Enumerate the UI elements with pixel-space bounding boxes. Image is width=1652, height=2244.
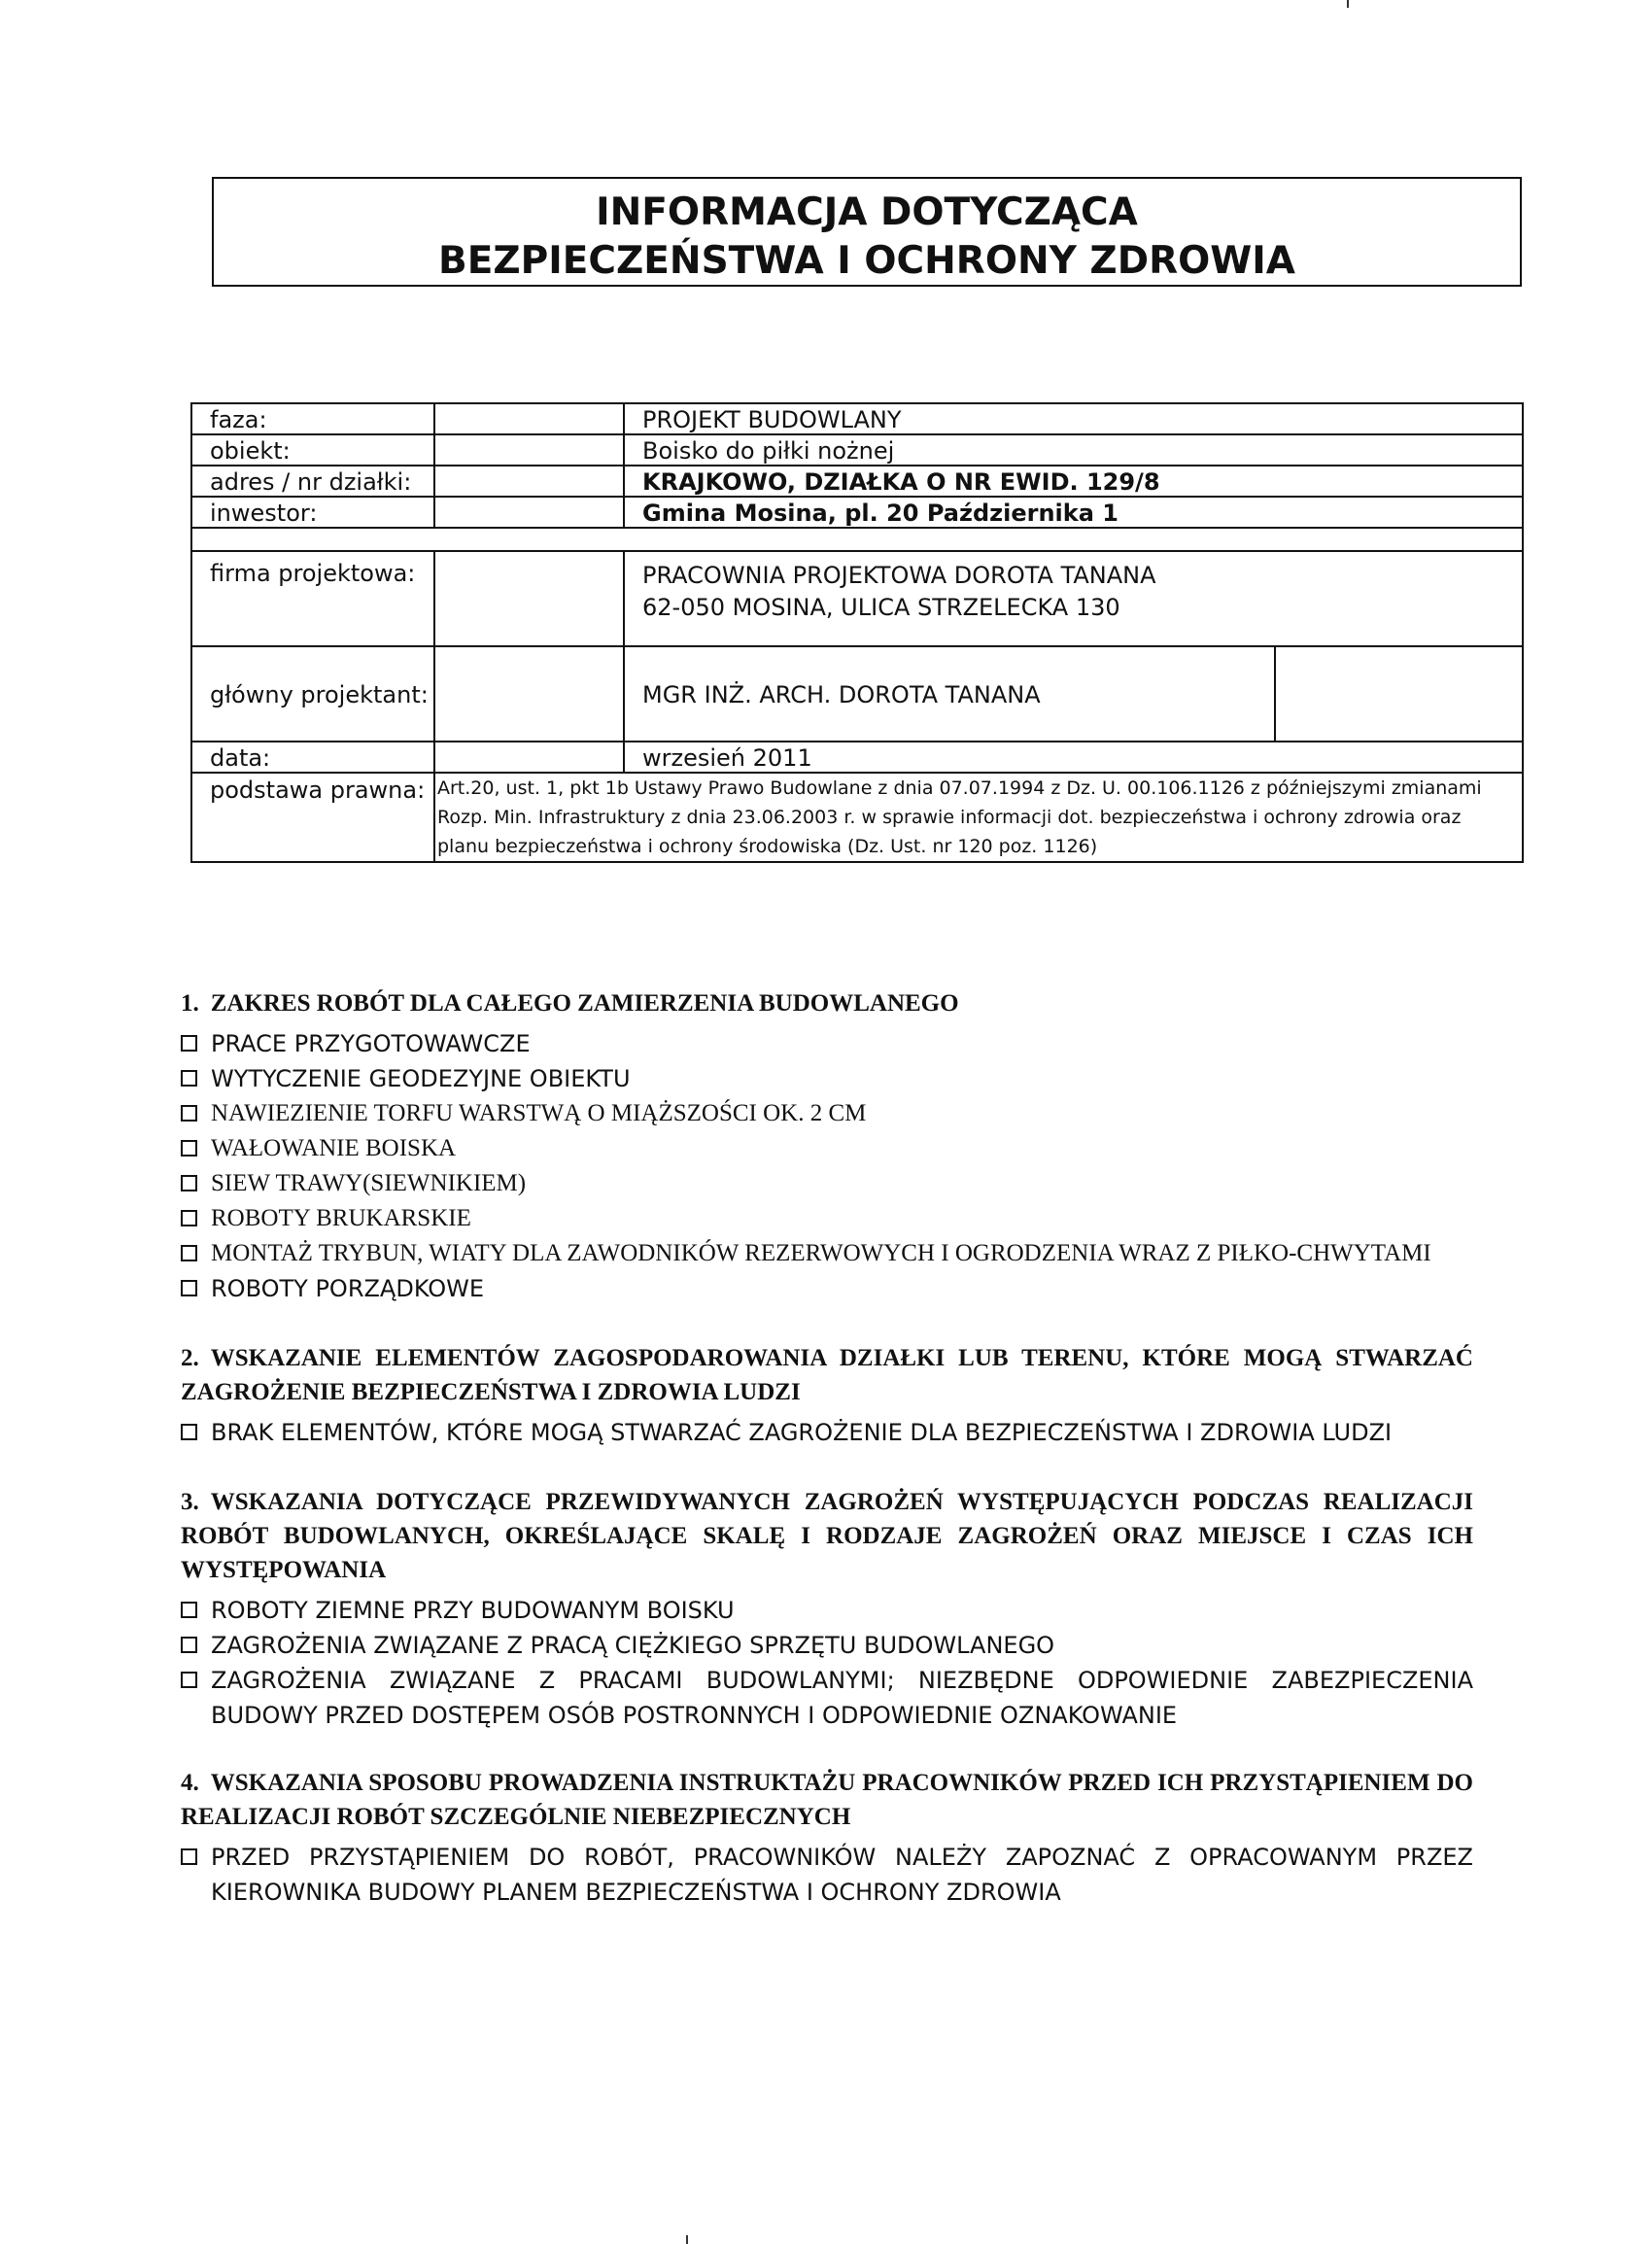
checkbox-icon <box>181 1602 197 1618</box>
list-item: ZAGROŻENIA ZWIĄZANE Z PRACĄ CIĘŻKIEGO SPRZĘTU BUDOWLANEGO <box>181 1628 1473 1663</box>
checkbox-icon <box>181 1070 197 1087</box>
firma-line-1: PRACOWNIA PROJEKTOWA DOROTA TANANA <box>642 562 1156 589</box>
project-info-table <box>190 402 1524 863</box>
value-obiekt: Boisko do piłki nożnej <box>642 437 895 465</box>
section-4-heading <box>181 1766 1473 1834</box>
value-podstawa <box>435 774 1522 861</box>
section-4-list <box>181 1840 1473 1910</box>
checkbox-icon <box>181 1140 197 1157</box>
list-item: SIEW TRAWY(SIEWNIKIEM) <box>181 1166 1473 1201</box>
list-item: NAWIEZIENIE TORFU WARSTWĄ O MIĄŻSZOŚCI OK. 2 CM <box>181 1096 1473 1131</box>
section-1-list <box>181 1026 1473 1306</box>
value-inwestor: Gmina Mosina, pl. 20 Października 1 <box>642 500 1119 527</box>
section-2 <box>181 1341 1473 1450</box>
section-2-list <box>181 1415 1473 1450</box>
row-spacer <box>192 529 1522 552</box>
section-number: 3. <box>181 1489 199 1515</box>
podstawa-line-1: Art.20, ust. 1, pkt 1b Ustawy Prawo Budowlane z dnia 07.07.1994 z Dz. U. 00.106.1126 z późniejszymi zmianami <box>437 777 1482 799</box>
title-line-2: BEZPIECZEŃSTWA I OCHRONY ZDROWIA <box>438 239 1295 283</box>
empty-cell <box>435 647 625 741</box>
checkbox-icon <box>181 1175 197 1191</box>
section-title: WSKAZANIA DOTYCZĄCE PRZEWIDYWANYCH ZAGROŻEŃ WYSTĘPUJĄCYCH PODCZAS REALIZACJI ROBÓT BUDOWLANYCH, OKREŚLAJĄCE SKALĘ I RODZAJE ZAGROŻEŃ ORAZ MIEJSCE I CZAS ICH WYSTĘPOWANIA <box>181 1489 1473 1583</box>
list-item: ROBOTY BRUKARSKIE <box>181 1201 1473 1236</box>
section-number: 4. <box>181 1770 199 1796</box>
empty-cell <box>435 435 625 465</box>
section-3-list <box>181 1593 1473 1733</box>
document-title-box <box>212 177 1522 287</box>
section-number: 2. <box>181 1345 199 1371</box>
list-item: ROBOTY ZIEMNE PRZY BUDOWANYM BOISKU <box>181 1593 1473 1628</box>
list-item: ZAGROŻENIA ZWIĄZANE Z PRACAMI BUDOWLANYMI; NIEZBĘDNE ODPOWIEDNIE ZABEZPIECZENIA BUDOWY PRZED DOSTĘPEM OSÓB POSTRONNYCH I ODPOWIEDNIE OZNAKOWANIE <box>181 1663 1473 1733</box>
row-data <box>192 742 1522 774</box>
checkbox-icon <box>181 1848 197 1865</box>
row-adres <box>192 466 1522 498</box>
scan-mark-bottom <box>686 2235 688 2244</box>
label-podstawa: podstawa prawna: <box>192 774 435 861</box>
label-obiekt: obiekt: <box>192 435 435 465</box>
checkbox-icon <box>181 1424 197 1440</box>
row-podstawa <box>192 774 1522 861</box>
row-faza <box>192 404 1522 435</box>
value-data: wrzesień 2011 <box>642 744 812 772</box>
list-item: PRACE PRZYGOTOWAWCZE <box>181 1026 1473 1061</box>
podstawa-line-2: Rozp. Min. Infrastruktury z dnia 23.06.2003 r. w sprawie informacji dot. bezpieczeństwa i ochrony zdrowia oraz <box>437 807 1462 828</box>
checkbox-icon <box>181 1245 197 1261</box>
list-item: BRAK ELEMENTÓW, KTÓRE MOGĄ STWARZAĆ ZAGROŻENIE DLA BEZPIECZEŃSTWA I ZDROWIA LUDZI <box>181 1415 1473 1450</box>
label-projektant: główny projektant: <box>192 647 435 741</box>
value-projektant: MGR INŻ. ARCH. DOROTA TANANA <box>642 681 1041 708</box>
checkbox-icon <box>181 1035 197 1052</box>
list-item: WYTYCZENIE GEODEZYJNE OBIEKTU <box>181 1061 1473 1096</box>
checkbox-icon <box>181 1210 197 1226</box>
empty-cell <box>435 742 625 772</box>
row-obiekt <box>192 435 1522 466</box>
document-sections <box>181 986 1473 1910</box>
list-item: PRZED PRZYSTĄPIENIEM DO ROBÓT, PRACOWNIKÓW NALEŻY ZAPOZNAĆ Z OPRACOWANYM PRZEZ KIEROWNIKA BUDOWY PLANEM BEZPIECZEŃSTWA I OCHRONY ZDROWIA <box>181 1840 1473 1910</box>
checkbox-icon <box>181 1637 197 1653</box>
list-item: MONTAŻ TRYBUN, WIATY DLA ZAWODNIKÓW REZERWOWYCH I OGRODZENIA WRAZ Z PIŁKO-CHWYTAMI <box>181 1236 1473 1271</box>
label-inwestor: inwestor: <box>192 498 435 527</box>
value-firma <box>625 552 1522 645</box>
label-adres: adres / nr działki: <box>192 466 435 496</box>
value-faza: PROJEKT BUDOWLANY <box>642 406 902 433</box>
list-item: ROBOTY PORZĄDKOWE <box>181 1271 1473 1306</box>
checkbox-icon <box>181 1280 197 1296</box>
empty-cell <box>435 552 625 645</box>
section-title: WSKAZANIE ELEMENTÓW ZAGOSPODAROWANIA DZIAŁKI LUB TERENU, KTÓRE MOGĄ STWARZAĆ ZAGROŻENIE BEZPIECZEŃSTWA I ZDROWIA LUDZI <box>181 1345 1473 1405</box>
empty-cell <box>435 498 625 527</box>
scan-mark-top <box>1347 0 1349 8</box>
checkbox-icon <box>181 1672 197 1688</box>
firma-line-2: 62-050 MOSINA, ULICA STRZELECKA 130 <box>642 594 1120 621</box>
signature-cell <box>1274 647 1522 741</box>
section-3 <box>181 1485 1473 1733</box>
section-1-heading <box>181 986 1473 1020</box>
section-title: ZAKRES ROBÓT DLA CAŁEGO ZAMIERZENIA BUDOWLANEGO <box>210 990 959 1017</box>
section-2-heading <box>181 1341 1473 1409</box>
title-line-1: INFORMACJA DOTYCZĄCA <box>596 190 1138 234</box>
podstawa-line-3: planu bezpieczeństwa i ochrony środowiska (Dz. Ust. nr 120 poz. 1126) <box>437 836 1098 857</box>
section-number: 1. <box>181 990 199 1017</box>
row-projektant <box>192 647 1522 742</box>
section-3-heading <box>181 1485 1473 1587</box>
section-1 <box>181 986 1473 1306</box>
row-firma <box>192 552 1522 647</box>
row-inwestor <box>192 498 1522 529</box>
section-title: WSKAZANIA SPOSOBU PROWADZENIA INSTRUKTAŻU PRACOWNIKÓW PRZED ICH PRZYSTĄPIENIEM DO REALIZACJI ROBÓT SZCZEGÓLNIE NIEBEZPIECZNYCH <box>181 1770 1473 1830</box>
label-firma: firma projektowa: <box>192 552 435 645</box>
section-4 <box>181 1766 1473 1910</box>
label-faza: faza: <box>192 404 435 433</box>
value-adres: KRAJKOWO, DZIAŁKA O NR EWID. 129/8 <box>642 468 1160 496</box>
list-item: WAŁOWANIE BOISKA <box>181 1131 1473 1166</box>
label-data: data: <box>192 742 435 772</box>
empty-cell <box>435 404 625 433</box>
empty-cell <box>435 466 625 496</box>
checkbox-icon <box>181 1105 197 1122</box>
